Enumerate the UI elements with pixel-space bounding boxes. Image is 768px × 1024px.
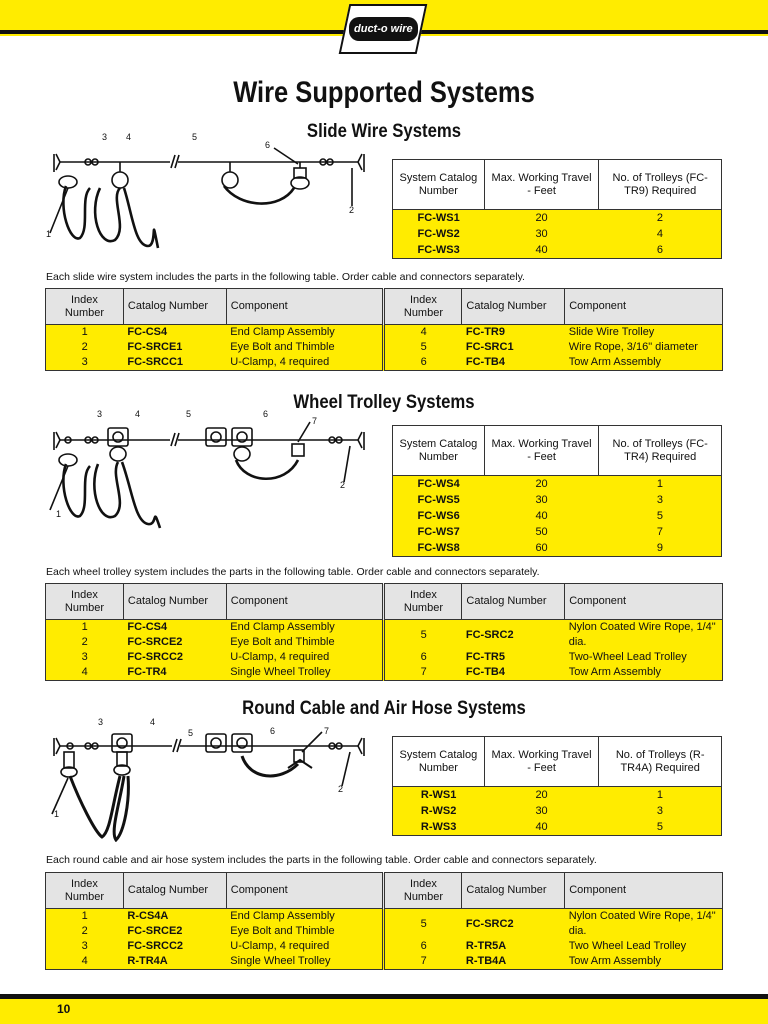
sys-cell: R-WS1 [393,787,485,804]
slide-wire-diagram [40,128,380,258]
parts-header: Catalog Number [462,584,565,620]
parts-cell: 5 [384,620,462,651]
parts-header: Index Number [46,289,124,325]
wheel-trolley-note: Each wheel trolley system includes the parts in the following table. Order cable and connectors separately. [46,566,540,578]
callout-3: 3 [97,409,103,419]
parts-cell: Eye Bolt and Thimble [226,340,384,355]
parts-cell: 3 [46,355,124,371]
sys-cell: 4 [599,226,722,242]
parts-cell: FC-SRCE1 [123,340,226,355]
callout-4: 4 [126,132,132,142]
parts-cell: Eye Bolt and Thimble [226,635,384,650]
table-row [46,620,723,636]
table-row [46,355,723,371]
section-title-slide-wire: Slide Wire Systems [306,121,462,142]
sys-cell: 20 [484,210,599,227]
sys-cell: 20 [484,476,599,493]
callout-2: 2 [338,784,344,794]
parts-header: Catalog Number [462,289,565,325]
callout-4: 4 [135,409,141,419]
parts-cell: Tow Arm Assembly [565,954,723,970]
callout-1: 1 [46,229,52,239]
parts-cell: U-Clamp, 4 required [226,939,384,954]
parts-cell: 7 [384,954,462,970]
round-cable-diagram [40,712,380,842]
wheel-trolley-system-table [392,425,722,557]
sys-cell: 9 [599,540,722,557]
sys-cell: 20 [484,787,599,804]
callout-6: 6 [270,726,276,736]
sys-cell: FC-WS2 [393,226,485,242]
sys-header-trolleys: No. of Trolleys (R-TR4A) Required [599,737,722,787]
sys-cell: FC-WS4 [393,476,485,493]
parts-cell: 3 [46,939,124,954]
sys-cell: FC-WS8 [393,540,485,557]
round-cable-system-table [392,736,722,836]
parts-cell: R-TR5A [462,939,565,954]
parts-header: Component [226,873,384,909]
parts-cell: FC-TB4 [462,355,565,371]
brand-logo [339,4,428,54]
parts-cell: End Clamp Assembly [226,909,384,925]
footer-rule [0,994,768,999]
table-row [393,819,722,836]
parts-cell: 2 [46,635,124,650]
parts-cell: Wire Rope, 3/16" diameter [565,340,723,355]
callout-7: 7 [312,416,318,426]
sys-cell: FC-WS5 [393,492,485,508]
table-row [393,242,722,259]
sys-cell: 6 [599,242,722,259]
parts-cell: R-TB4A [462,954,565,970]
page-title: Wire Supported Systems [233,76,535,109]
sys-header-trolleys: No. of Trolleys (FC-TR4) Required [599,426,722,476]
parts-cell: 6 [384,650,462,665]
sys-cell: FC-WS6 [393,508,485,524]
sys-header-catalog: System Catalog Number [393,160,485,210]
brand-logo-text: duct-o wire [349,17,418,41]
table-row [46,909,723,925]
parts-cell: FC-SRCE2 [123,924,226,939]
callout-6: 6 [263,409,269,419]
parts-cell: 1 [46,325,124,341]
parts-cell: Nylon Coated Wire Rope, 1/4" dia. [565,620,723,651]
parts-cell: 7 [384,665,462,681]
parts-cell: FC-SRC2 [462,909,565,940]
parts-cell: Tow Arm Assembly [565,355,723,371]
callout-2: 2 [349,205,355,215]
sys-header-catalog: System Catalog Number [393,737,485,787]
parts-header: Index Number [384,289,462,325]
sys-header-travel: Max. Working Travel - Feet [484,426,599,476]
parts-cell: U-Clamp, 4 required [226,355,384,371]
sys-header-trolleys: No. of Trolleys (FC-TR9) Required [599,160,722,210]
wheel-trolley-parts-table [45,583,723,681]
parts-cell: 2 [46,340,124,355]
parts-cell: R-CS4A [123,909,226,925]
parts-cell: Single Wheel Trolley [226,954,384,970]
table-row [393,226,722,242]
sys-cell: 5 [599,508,722,524]
table-row [393,540,722,557]
parts-cell: 4 [46,665,124,681]
parts-header: Component [565,873,723,909]
parts-cell: Tow Arm Assembly [565,665,723,681]
parts-cell: FC-CS4 [123,325,226,341]
table-row [393,803,722,819]
wheel-trolley-diagram [40,404,380,534]
sys-cell: 2 [599,210,722,227]
parts-cell: Single Wheel Trolley [226,665,384,681]
parts-cell: 4 [384,325,462,341]
parts-cell: 5 [384,909,462,940]
sys-cell: FC-WS3 [393,242,485,259]
sys-cell: 40 [484,508,599,524]
parts-cell: FC-TB4 [462,665,565,681]
section-title-round-cable: Round Cable and Air Hose Systems [242,698,526,719]
parts-header: Component [226,289,384,325]
parts-header: Catalog Number [462,873,565,909]
sys-header-travel: Max. Working Travel - Feet [484,737,599,787]
sys-cell: R-WS3 [393,819,485,836]
sys-cell: 3 [599,803,722,819]
sys-cell: R-WS2 [393,803,485,819]
callout-7: 7 [324,726,330,736]
table-row [393,476,722,493]
parts-cell: FC-SRC1 [462,340,565,355]
sys-header-catalog: System Catalog Number [393,426,485,476]
parts-cell: 3 [46,650,124,665]
round-cable-parts-table [45,872,723,970]
parts-header: Component [226,584,384,620]
table-row [393,787,722,804]
table-row [46,939,723,954]
callout-5: 5 [192,132,198,142]
callout-3: 3 [98,717,104,727]
parts-cell: FC-SRC2 [462,620,565,651]
parts-cell: FC-TR5 [462,650,565,665]
sys-cell: 30 [484,492,599,508]
sys-cell: 1 [599,476,722,493]
parts-cell: FC-CS4 [123,620,226,636]
sys-cell: 40 [484,242,599,259]
parts-cell: 6 [384,939,462,954]
callout-1: 1 [56,509,62,519]
table-row [393,210,722,227]
footer-bar [0,994,768,1024]
parts-cell: U-Clamp, 4 required [226,650,384,665]
parts-cell: FC-SRCE2 [123,635,226,650]
parts-cell: Eye Bolt and Thimble [226,924,384,939]
parts-header: Index Number [384,584,462,620]
callout-2: 2 [340,480,346,490]
parts-cell: FC-SRCC1 [123,355,226,371]
section-title-wheel-trolley: Wheel Trolley Systems [293,392,475,413]
parts-cell: Two Wheel Lead Trolley [565,939,723,954]
parts-cell: Two-Wheel Lead Trolley [565,650,723,665]
sys-cell: 50 [484,524,599,540]
sys-header-travel: Max. Working Travel - Feet [484,160,599,210]
round-cable-note: Each round cable and air hose system includes the parts in the following table. Order cable and connectors separately. [46,854,597,866]
sys-cell: 40 [484,819,599,836]
sys-cell: FC-WS1 [393,210,485,227]
parts-header: Index Number [384,873,462,909]
sys-cell: 3 [599,492,722,508]
parts-cell: 4 [46,954,124,970]
parts-cell: 5 [384,340,462,355]
slide-wire-note: Each slide wire system includes the parts in the following table. Order cable and connectors separately. [46,271,525,283]
table-row [46,325,723,341]
parts-header: Catalog Number [123,289,226,325]
parts-header: Component [565,289,723,325]
parts-cell: 1 [46,909,124,925]
sys-cell: 30 [484,803,599,819]
parts-cell: FC-SRCC2 [123,650,226,665]
table-row [46,340,723,355]
callout-5: 5 [188,728,194,738]
page-number: 10 [57,1002,71,1016]
sys-cell: FC-WS7 [393,524,485,540]
parts-cell: Nylon Coated Wire Rope, 1/4" dia. [565,909,723,940]
parts-cell: FC-TR4 [123,665,226,681]
table-row [393,492,722,508]
parts-cell: FC-SRCC2 [123,939,226,954]
callout-1: 1 [54,809,60,819]
parts-cell: FC-TR9 [462,325,565,341]
sys-cell: 7 [599,524,722,540]
sys-cell: 60 [484,540,599,557]
callout-6: 6 [265,140,271,150]
parts-header: Catalog Number [123,873,226,909]
sys-cell: 30 [484,226,599,242]
parts-cell: End Clamp Assembly [226,620,384,636]
parts-cell: Slide Wire Trolley [565,325,723,341]
slide-wire-parts-table [45,288,723,371]
parts-header: Catalog Number [123,584,226,620]
sys-cell: 1 [599,787,722,804]
parts-header: Component [565,584,723,620]
parts-cell: 6 [384,355,462,371]
table-row [393,508,722,524]
parts-cell: 1 [46,620,124,636]
parts-header: Index Number [46,873,124,909]
parts-cell: 2 [46,924,124,939]
parts-cell: R-TR4A [123,954,226,970]
slide-wire-system-table [392,159,722,259]
parts-cell: End Clamp Assembly [226,325,384,341]
callout-3: 3 [102,132,108,142]
parts-header: Index Number [46,584,124,620]
table-row [46,665,723,681]
sys-cell: 5 [599,819,722,836]
table-row [46,954,723,970]
callout-4: 4 [150,717,156,727]
callout-5: 5 [186,409,192,419]
table-row [393,524,722,540]
table-row [46,650,723,665]
